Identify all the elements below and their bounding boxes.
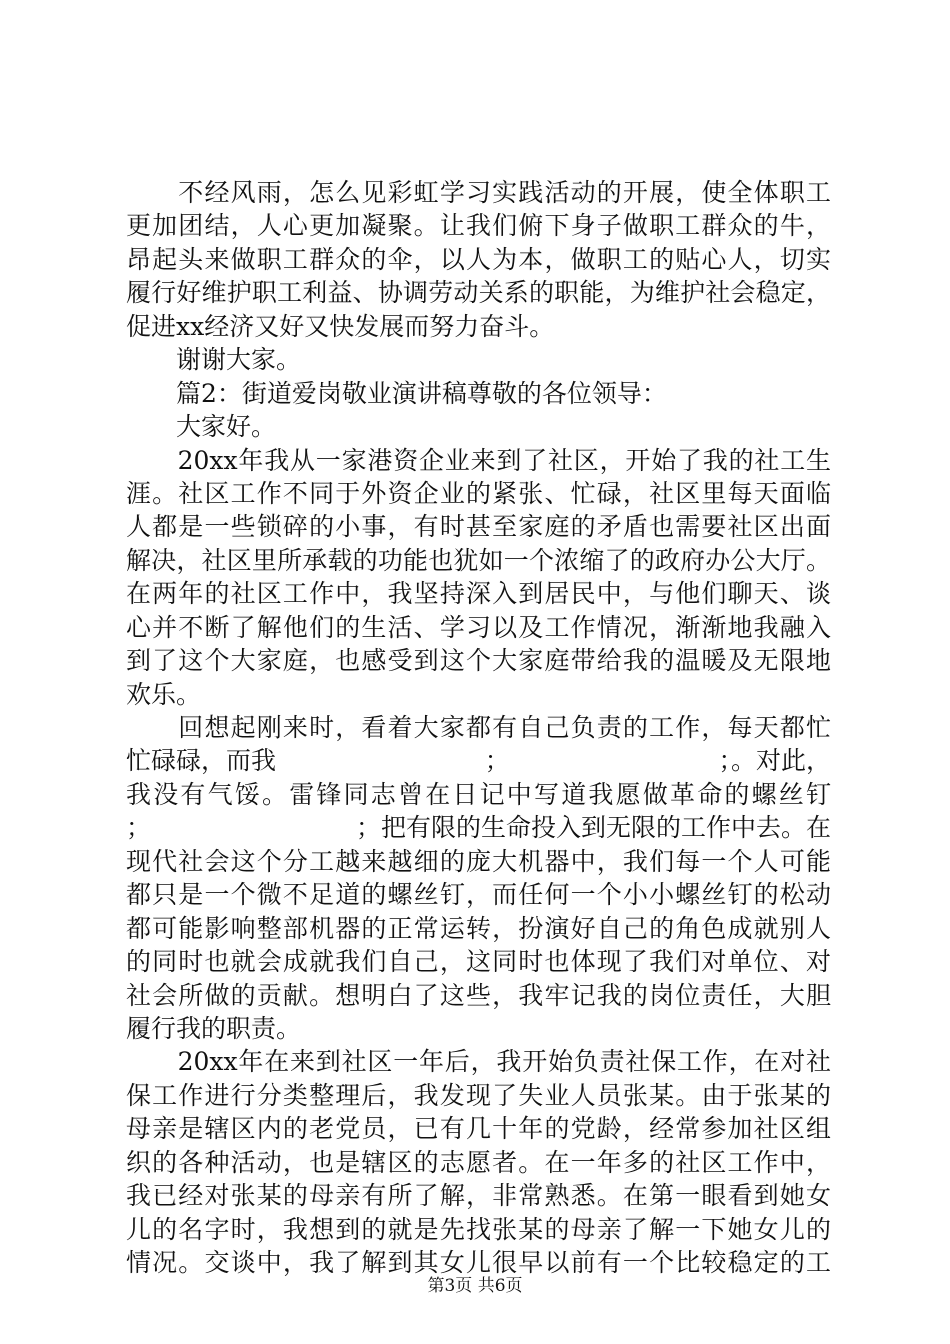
text-line: 保工作进行分类整理后，我发现了失业人员张某。由于张某的 [126, 1080, 831, 1110]
text-line: 情况。交谈中，我了解到其女儿很早以前有一个比较稳定的工 [126, 1248, 831, 1277]
text-line: 都可能影响整部机器的正常运转，扮演好自己的角色成就别人 [126, 913, 831, 943]
section-heading: 篇2：街道爱岗敬业演讲稿尊敬的各位领导： [126, 378, 667, 408]
text-line-with-gaps [126, 744, 831, 777]
text-line: 涯。社区工作不同于外资企业的紧张、忙碌，社区里每天面临 [126, 478, 831, 508]
text-line: 20xx年在来到社区一年后，我开始负责社保工作，在对社 [126, 1047, 831, 1077]
text-line: 促进xx经济又好又快发展而努力奋斗。 [126, 311, 555, 341]
text-line: 履行好维护职工利益、协调劳动关系的职能，为维护社会稳定， [126, 278, 831, 308]
page-number: 第3页 共6页 [427, 1276, 523, 1296]
text-line: 儿的名字时，我想到的就是先找张某的母亲了解一下她女儿的 [126, 1214, 831, 1244]
text-line: 履行我的职责。 [126, 1013, 302, 1043]
text-fragment: ；。对此， [718, 746, 831, 776]
text-line: 心并不断了解他们的生活、学习以及工作情况，渐渐地我融入 [126, 612, 831, 642]
text-fragment: ； [126, 813, 152, 843]
text-line: 20xx年我从一家港资企业来到了社区，开始了我的社工生 [126, 445, 831, 475]
text-fragment: ；把有限的生命投入到无限的工作中去。在 [355, 813, 831, 843]
text-line: 我没有气馁。雷锋同志曾在日记中写道我愿做革命的螺丝钉 [126, 779, 831, 809]
text-line: 更加团结，人心更加凝聚。让我们俯下身子做职工群众的牛， [126, 211, 831, 241]
text-line: 谢谢大家。 [126, 345, 302, 375]
text-line: 都只是一个微不足道的螺丝钉，而任何一个小小螺丝钉的松动 [126, 880, 831, 910]
text-line: 大家好。 [126, 412, 277, 442]
document-body [126, 176, 831, 1279]
text-line: 人都是一些锁碎的小事，有时甚至家庭的矛盾也需要社区出面 [126, 512, 831, 542]
text-line: 到了这个大家庭，也感受到这个大家庭带给我的温暖及无限地 [126, 646, 831, 676]
text-line: 社会所做的贡献。想明白了这些，我牢记我的岗位责任，大胆 [126, 980, 831, 1010]
text-fragment: 忙碌碌，而我 [126, 746, 277, 776]
text-line-with-gaps [126, 811, 831, 844]
text-line: 的同时也就会成就我们自己，这同时也体现了我们对单位、对 [126, 947, 831, 977]
page-footer [0, 1274, 950, 1298]
text-line: 我已经对张某的母亲有所了解，非常熟悉。在第一眼看到她女 [126, 1181, 831, 1211]
text-line: 织的各种活动，也是辖区的志愿者。在一年多的社区工作中， [126, 1147, 831, 1177]
text-line: 现代社会这个分工越来越细的庞大机器中，我们每一个人可能 [126, 846, 831, 876]
text-line: 在两年的社区工作中，我坚持深入到居民中，与他们聊天、谈 [126, 579, 831, 609]
text-line: 解决，社区里所承载的功能也犹如一个浓缩了的政府办公大厅。 [126, 545, 831, 575]
text-line: 回想起刚来时，看着大家都有自己负责的工作，每天都忙 [126, 713, 831, 742]
text-line: 昂起头来做职工群众的伞，以人为本，做职工的贴心人，切实 [126, 244, 831, 274]
text-line: 欢乐。 [126, 679, 202, 709]
text-fragment: ； [484, 746, 510, 776]
text-line: 母亲是辖区内的老党员，已有几十年的党龄，经常参加社区组 [126, 1114, 831, 1144]
text-line: 不经风雨，怎么见彩虹学习实践活动的开展，使全体职工 [126, 178, 831, 207]
